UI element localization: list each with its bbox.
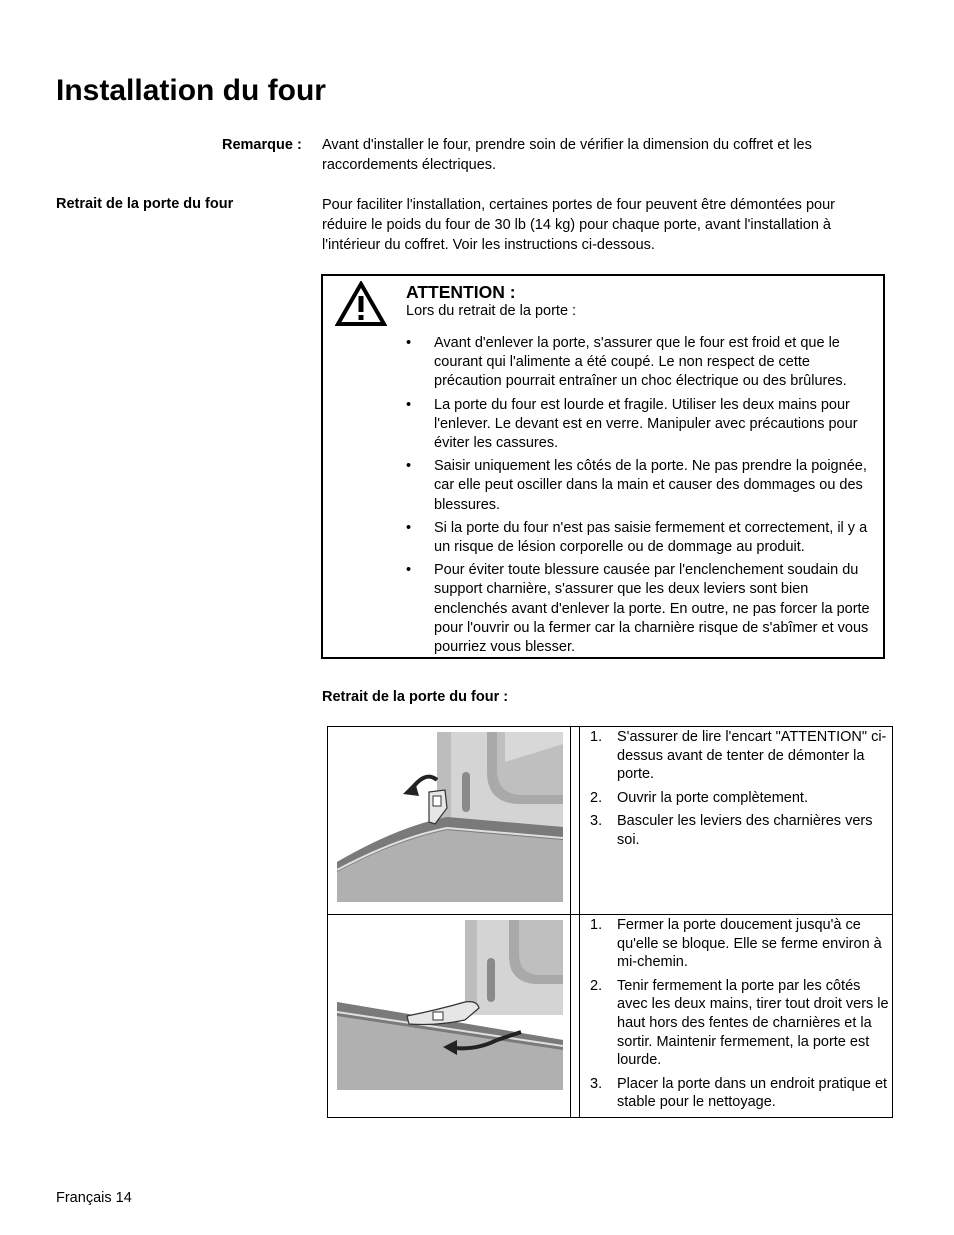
step-text: Placer la porte dans un endroit pratique et stable pour le nettoyage. — [617, 1075, 888, 1111]
list-item — [406, 396, 876, 454]
list-item — [580, 977, 892, 1071]
bullet: • — [406, 458, 412, 475]
page-footer: Français 14 — [56, 1190, 132, 1206]
list-item — [580, 916, 892, 972]
warning-title: ATTENTION : — [406, 282, 516, 302]
divider-cell — [571, 915, 580, 1118]
procedure-table — [327, 726, 893, 1118]
door-removal-illustration — [337, 920, 563, 1090]
step-text: Ouvrir la porte complètement. — [617, 789, 808, 806]
note-text: Avant d'installer le four, prendre soin de vérifier la dimension du coffret et les raccordements électriques. — [322, 137, 812, 173]
step-number: 1. — [590, 917, 603, 933]
list-item — [580, 789, 892, 808]
illustration-cell — [328, 915, 571, 1118]
table-row — [328, 727, 893, 915]
step-list — [580, 728, 892, 849]
table-row — [328, 915, 893, 1118]
bullet: • — [406, 396, 412, 413]
list-item — [580, 1075, 892, 1112]
bullet: • — [406, 519, 412, 536]
warning-triangle-icon — [335, 281, 387, 327]
list-item — [406, 561, 876, 657]
warning-item-text: Saisir uniquement les côtés de la porte. Ne pas prendre la poignée, car elle peut osciller dans la main et causer des dommages ou des blessures. — [434, 458, 867, 513]
list-item — [580, 728, 892, 784]
step-text: S'assurer de lire l'encart "ATTENTION" ci-dessus avant de tenter de démonter la porte. — [617, 729, 887, 783]
step-list — [580, 916, 892, 1112]
list-item — [406, 334, 876, 392]
step-number: 2. — [590, 977, 603, 994]
list-item — [580, 812, 892, 849]
section-label: Retrait de la porte du four — [56, 196, 234, 212]
steps-cell — [580, 727, 893, 915]
warning-list — [406, 334, 876, 661]
warning-item-text: Avant d'enlever la porte, s'assurer que le four est froid et que le courant qui l'alimente a été coupé. Le non respect de cette précaution pourrait entraîner un choc électrique ou des brûlures. — [434, 335, 847, 390]
warning-box — [321, 274, 885, 659]
list-item — [406, 457, 876, 515]
divider-cell — [571, 727, 580, 915]
step-text: Basculer les leviers des charnières vers soi. — [617, 812, 873, 848]
section-text: Pour faciliter l'installation, certaines portes de four peuvent être démontées pour réduire le poids du four de 30 lb (14 kg) pour chaque porte, avant l'installation à l'intérieur du coffret. Voir les instructions ci-dessous. — [322, 197, 835, 253]
bullet: • — [406, 562, 412, 579]
warning-item-text: Si la porte du four n'est pas saisie fermement et correctement, il y a un risque de lésion corporelle ou de dommage au produit. — [434, 519, 868, 556]
bullet: • — [406, 335, 412, 351]
hinge-lever-tilt-illustration — [337, 732, 563, 902]
step-number: 3. — [590, 1075, 603, 1092]
step-number: 2. — [590, 789, 603, 806]
step-number: 3. — [590, 812, 603, 829]
step-text: Fermer la porte doucement jusqu'à ce qu'elle se bloque. Elle se ferme environ à mi-chemin. — [617, 917, 882, 971]
note-label: Remarque : — [222, 137, 302, 153]
warning-subtitle: Lors du retrait de la porte : — [406, 303, 577, 319]
step-text: Tenir fermement la porte par les côtés avec les deux mains, tirer tout droit vers le haut hors des fentes de charnières et la sortir. Maintenir fermement, la porte est lourde. — [617, 977, 889, 1069]
step-number: 1. — [590, 729, 603, 745]
list-item — [406, 519, 876, 557]
page-title: Installation du four — [56, 74, 326, 107]
steps-cell — [580, 915, 893, 1118]
illustration-cell — [328, 727, 571, 915]
procedure-heading: Retrait de la porte du four : — [322, 689, 509, 705]
warning-item-text: Pour éviter toute blessure causée par l'enclenchement soudain du support charnière, s'assurer que les deux leviers sont bien enclenchés avant d'enlever la porte. En outre, ne pas forcer la porte pour l'ouvrir ou la fermer car la charnière risque de s'abîmer et vous pourriez vous blesser. — [434, 562, 870, 656]
warning-item-text: La porte du four est lourde et fragile. Utiliser les deux mains pour l'enlever. Le devant est en verre. Manipuler avec précautions pour éviter les cassures. — [434, 396, 858, 452]
